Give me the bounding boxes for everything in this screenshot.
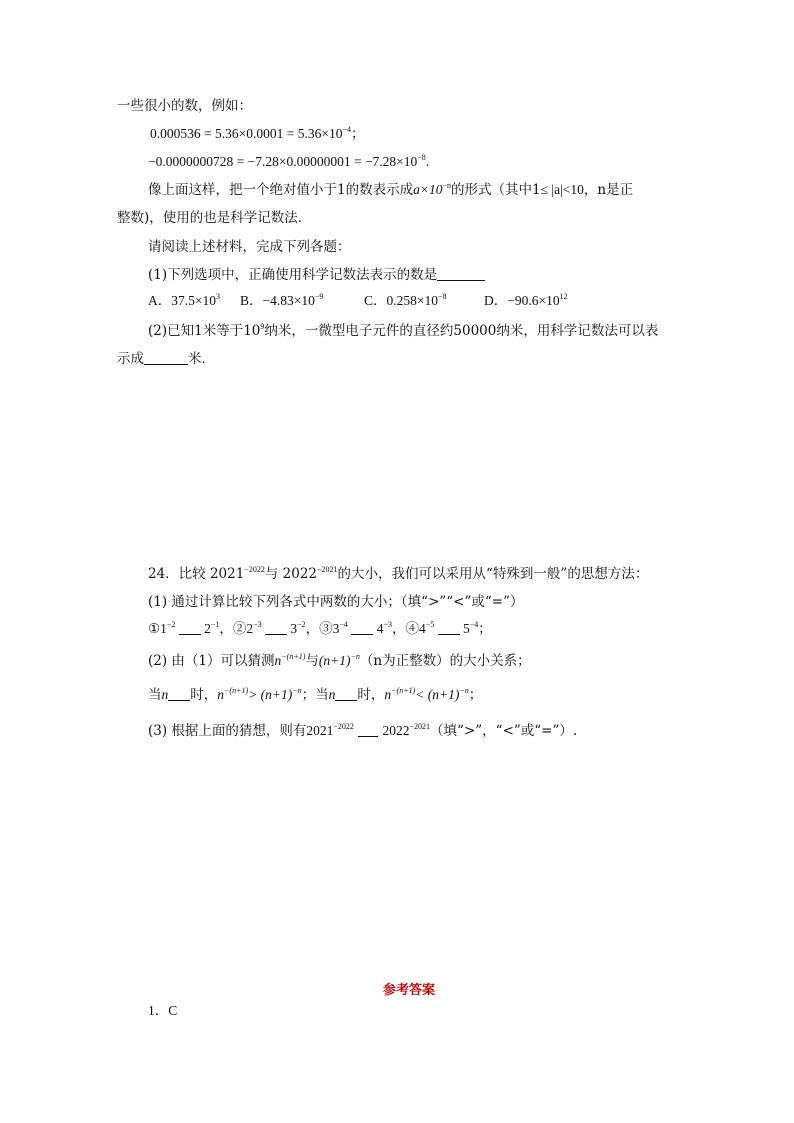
pair-4-left-exp: −5 <box>425 620 435 629</box>
option-a-label: A．37.5×10 <box>148 293 216 308</box>
q24-stem <box>148 565 648 583</box>
q24-p3-d: 时， <box>357 687 385 703</box>
q24-stem-a: 24．比较 2021 <box>148 566 245 582</box>
definition-line-1 <box>148 181 633 199</box>
pair-1: $①1^{-2}$ $2^{-1}$， <box>148 620 233 636</box>
question-2-text-b: 纳米，一微型电子元件的直径约50000纳米，用科学记数法可以表 <box>264 323 659 339</box>
definition-text-a: 像上面这样，把一个绝对值小于1的数表示成 <box>148 182 414 198</box>
example-2-body: −0.0000000728 = −7.28×0.00000001 = −7.28×10 <box>148 154 418 169</box>
example-1 <box>150 125 364 143</box>
pair-4-right: 5 <box>462 621 470 636</box>
q24-p2-n-exp: −(n+1) <box>281 652 306 661</box>
q24-part-3 <box>148 722 577 740</box>
q24-p3-ineq-1: > (n+1) <box>248 687 293 702</box>
definition-text-b: 的形式（其中1 <box>450 182 541 198</box>
q24-p4-a: (3) 根据上面的猜想，则有 <box>148 723 307 739</box>
q24-p3-a: 当 <box>148 687 162 703</box>
pair-3-left: 3 <box>332 621 340 636</box>
q24-p3-b: 时， <box>190 687 218 703</box>
q24-p4-right: 2022 <box>382 723 410 738</box>
q24-p3-ineq-1-exp: −(n+1) <box>224 686 249 695</box>
option-d[interactable] <box>484 292 568 310</box>
question-2-text-a: (2)已知1米等于10 <box>148 323 261 339</box>
q24-p3-ineq-2: < (n+1) <box>415 687 460 702</box>
pair-2-mark: ② <box>232 621 247 636</box>
q24-p2-a: (2) 由（1）可以猜测 <box>148 653 275 669</box>
definition-range: ≤ |a|<10 <box>540 182 584 197</box>
question-2-text-c: 示成 <box>117 351 144 367</box>
pair-3-right-exp: −3 <box>383 620 392 629</box>
pair-4-mark: ④ <box>405 621 419 636</box>
pair-1-left: 1 <box>160 621 167 636</box>
pair-2-left-exp: −3 <box>253 620 262 629</box>
answer-1: 1．C <box>148 1003 178 1018</box>
q24-p2-n: n <box>274 653 282 668</box>
example-1-end: ； <box>350 126 365 141</box>
option-b-exp: −9 <box>314 292 324 301</box>
option-b[interactable] <box>240 292 364 310</box>
question-1-blank[interactable] <box>437 280 485 281</box>
q24-p3-ineq-2-rexp: −n <box>459 686 469 695</box>
definition-text-d: ，n是正 <box>583 182 634 198</box>
option-c[interactable] <box>364 292 484 310</box>
option-c-exp: −8 <box>438 292 447 301</box>
q24-p3-c: ；当 <box>301 687 329 703</box>
option-a-exp: 3 <box>216 292 220 301</box>
pair-1-blank[interactable] <box>179 634 201 635</box>
question-2-line-1 <box>148 322 658 340</box>
pair-2-left: 2 <box>246 621 254 636</box>
q24-p2-c: （n为正整数）的大小关系； <box>359 653 531 669</box>
example-2-end: . <box>425 154 430 169</box>
pair-3-left-exp: −4 <box>339 620 348 629</box>
q24-p4-b: （填“>”，“<”或“=”）. <box>430 723 578 739</box>
question-1 <box>148 266 485 284</box>
option-d-label: D．−90.6×10 <box>484 293 560 308</box>
q24-p3-n-1: n <box>161 687 169 702</box>
example-2-exp: −8 <box>417 153 426 162</box>
pair-4-right-exp: −4 <box>469 620 479 629</box>
q24-stem-exp-2: −2021 <box>317 565 338 574</box>
pair-2-right-exp: −2 <box>297 620 306 629</box>
example-1-exp: −4 <box>342 125 351 134</box>
question-2-blank[interactable] <box>144 364 188 365</box>
q24-condition-blank-2[interactable] <box>335 700 357 701</box>
pair-3-mark: ③ <box>319 621 333 636</box>
definition-line-2: 整数)，使用的也是科学记数法． <box>117 210 312 226</box>
q24-stem-exp-1: −2022 <box>244 565 265 574</box>
question-2-text-d: 米． <box>188 351 215 367</box>
instruction-text: 请阅读上述材料，完成下列各题： <box>148 239 351 255</box>
q24-condition-blank-1[interactable] <box>168 700 190 701</box>
option-b-label: B．−4.83×10 <box>240 293 315 308</box>
q24-p2-b: 与 <box>305 653 319 669</box>
pair-3-right: 4 <box>376 621 384 636</box>
q24-p3-ineq-2-base: n <box>384 687 392 702</box>
question-2-line-2 <box>117 350 215 368</box>
q24-p4-left: 2021 <box>306 723 334 738</box>
q24-stem-b: 与 2022 <box>264 566 317 582</box>
pair-2-right: 3 <box>290 621 298 636</box>
option-d-exp: 12 <box>559 292 568 301</box>
q24-part-2 <box>148 652 531 670</box>
option-a[interactable] <box>148 292 240 310</box>
example-2 <box>148 153 429 171</box>
pair-2-blank[interactable] <box>265 634 287 635</box>
pair-4 <box>405 621 478 636</box>
intro-text: 一些很小的数，例如： <box>117 98 252 114</box>
q24-p3-ineq-1-rexp: −n <box>292 686 302 695</box>
q24-pairs <box>148 620 492 638</box>
pairs-end: ； <box>478 621 492 636</box>
pair-1-left-exp: −2 <box>166 620 176 629</box>
pair-4-left: 4 <box>418 621 426 636</box>
definition-math-exp: −n <box>442 181 451 190</box>
example-1-body: 0.000536 = 5.36×0.0001 = 5.36×10 <box>150 126 343 141</box>
q24-p2-m-exp: −n <box>350 652 360 661</box>
pair-1-right-exp: −1 <box>210 620 220 629</box>
q24-p2-m: (n+1) <box>318 653 351 668</box>
q24-part-2-conditions <box>148 686 482 704</box>
pair-1-right: 2 <box>204 621 211 636</box>
definition-math: a×10 <box>413 182 443 197</box>
q24-p3-end: ； <box>468 687 483 703</box>
question-1-text: (1)下列选项中，正确使用科学记数法表示的数是 <box>148 267 438 283</box>
pair-1-mark: ① <box>148 621 161 636</box>
pair-4-blank[interactable] <box>438 634 460 635</box>
pair-2: $②2^{-3}$ $3^{-2}$， <box>232 620 320 636</box>
answers-title: 参考答案 <box>383 983 436 998</box>
q24-part-1: (1) 通过计算比较下列各式中两数的大小；（填“>”“<”或“=”） <box>148 594 524 610</box>
q24-p4-right-exp: −2021 <box>409 722 431 731</box>
q24-p3-ineq-1-base: n <box>217 687 224 702</box>
pair-3: $③3^{-4}$ $4^{-3}$， <box>319 620 406 636</box>
q24-p3-ineq-2-exp: −(n+1) <box>391 686 416 695</box>
q24-p4-blank[interactable] <box>358 736 378 737</box>
option-c-label: C．0.258×10 <box>364 293 438 308</box>
q24-p3-n-2: n <box>328 687 336 702</box>
question-1-options <box>148 292 568 310</box>
q24-stem-c: 的大小，我们可以采用从“特殊到一般”的思想方法： <box>337 566 649 582</box>
pair-3-blank[interactable] <box>351 634 373 635</box>
q24-p4-left-exp: −2022 <box>333 722 354 731</box>
question-2-exp: 9 <box>260 322 265 331</box>
